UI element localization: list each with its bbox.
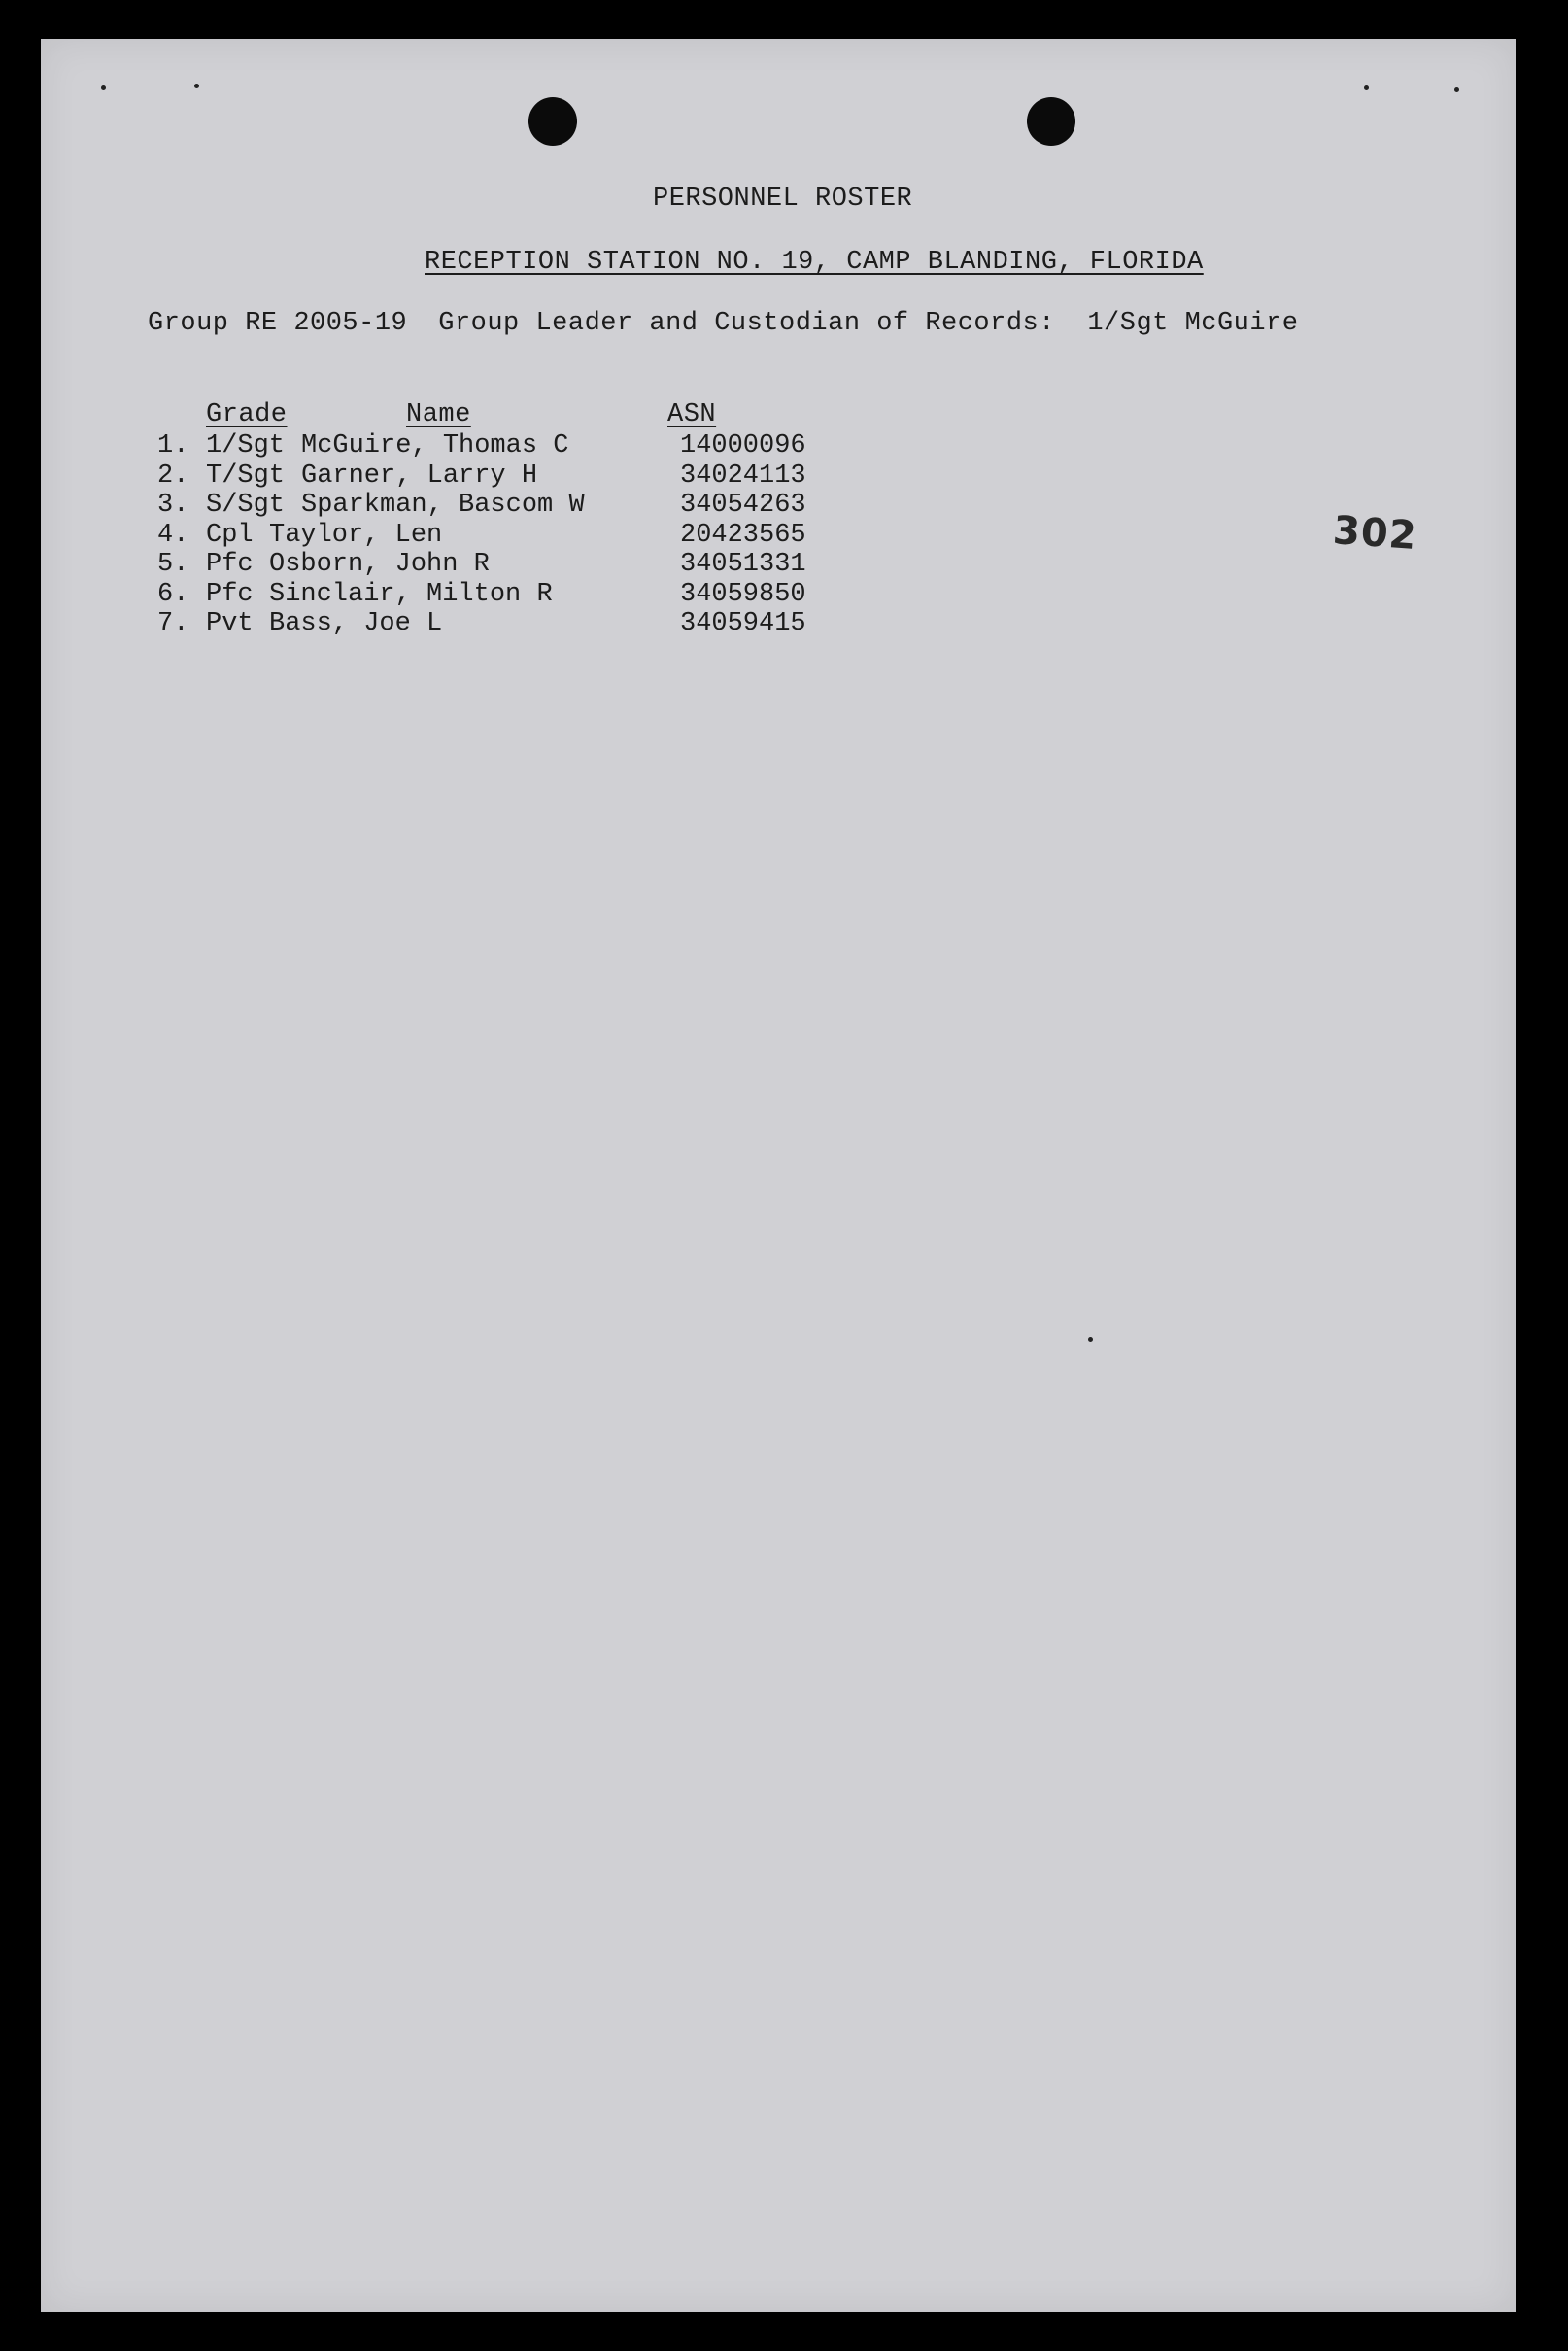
roster-row: [157, 461, 857, 492]
row-grade: Cpl: [206, 520, 254, 550]
row-asn: 20423565: [680, 520, 806, 550]
punch-hole-right: [1027, 97, 1075, 146]
row-name: Bass, Joe L: [269, 609, 443, 638]
row-number: 3.: [157, 491, 189, 520]
row-grade: S/Sgt: [206, 491, 286, 520]
row-grade: 1/Sgt: [206, 431, 286, 460]
roster-row: [157, 609, 857, 639]
row-name: McGuire, Thomas C: [301, 431, 569, 460]
page-title: PERSONNEL ROSTER: [653, 185, 913, 214]
row-asn: 34054263: [680, 491, 806, 520]
row-number: 4.: [157, 520, 189, 550]
speck-mark: [194, 84, 199, 88]
speck-mark: [1454, 87, 1459, 92]
document-page: [41, 39, 1516, 2312]
group-id: Group RE 2005-19: [148, 309, 408, 338]
custodian-of-records: Group Leader and Custodian of Records: 1/Sgt McGuire: [438, 309, 1299, 338]
row-asn: 34059415: [680, 609, 806, 638]
column-header-name: Name: [406, 400, 471, 429]
row-name: Sparkman, Bascom W: [301, 491, 585, 520]
stamped-page-number: 302: [1331, 508, 1418, 559]
row-grade: T/Sgt: [206, 460, 286, 491]
roster-row: [157, 431, 857, 461]
row-asn: 34024113: [680, 460, 806, 491]
row-asn: 14000096: [680, 431, 806, 460]
row-number: 7.: [157, 609, 189, 638]
speck-mark: [101, 85, 106, 90]
row-number: 2.: [157, 460, 189, 491]
speck-mark: [1088, 1337, 1093, 1342]
row-asn: 34051331: [680, 550, 806, 579]
row-number: 1.: [157, 431, 189, 460]
row-grade: Pfc: [206, 579, 254, 609]
row-number: 6.: [157, 579, 189, 609]
roster-row: [157, 580, 857, 610]
group-info-line: [148, 309, 1299, 338]
roster-row: [157, 521, 857, 551]
station-heading: RECEPTION STATION NO. 19, CAMP BLANDING, FLORIDA: [425, 248, 1204, 277]
row-name: Taylor, Len: [269, 520, 443, 550]
roster-row: [157, 550, 857, 580]
row-asn: 34059850: [680, 579, 806, 609]
column-header-asn: ASN: [667, 400, 717, 429]
speck-mark: [1364, 85, 1369, 90]
row-grade: Pvt: [206, 609, 254, 638]
roster-list: [157, 431, 857, 639]
row-name: Garner, Larry H: [301, 460, 538, 491]
row-name: Osborn, John R: [269, 550, 490, 579]
roster-row: [157, 491, 857, 521]
row-number: 5.: [157, 550, 189, 579]
row-name: Sinclair, Milton R: [269, 579, 553, 609]
punch-hole-left: [528, 97, 577, 146]
column-header-grade: Grade: [206, 400, 288, 429]
row-grade: Pfc: [206, 550, 254, 579]
